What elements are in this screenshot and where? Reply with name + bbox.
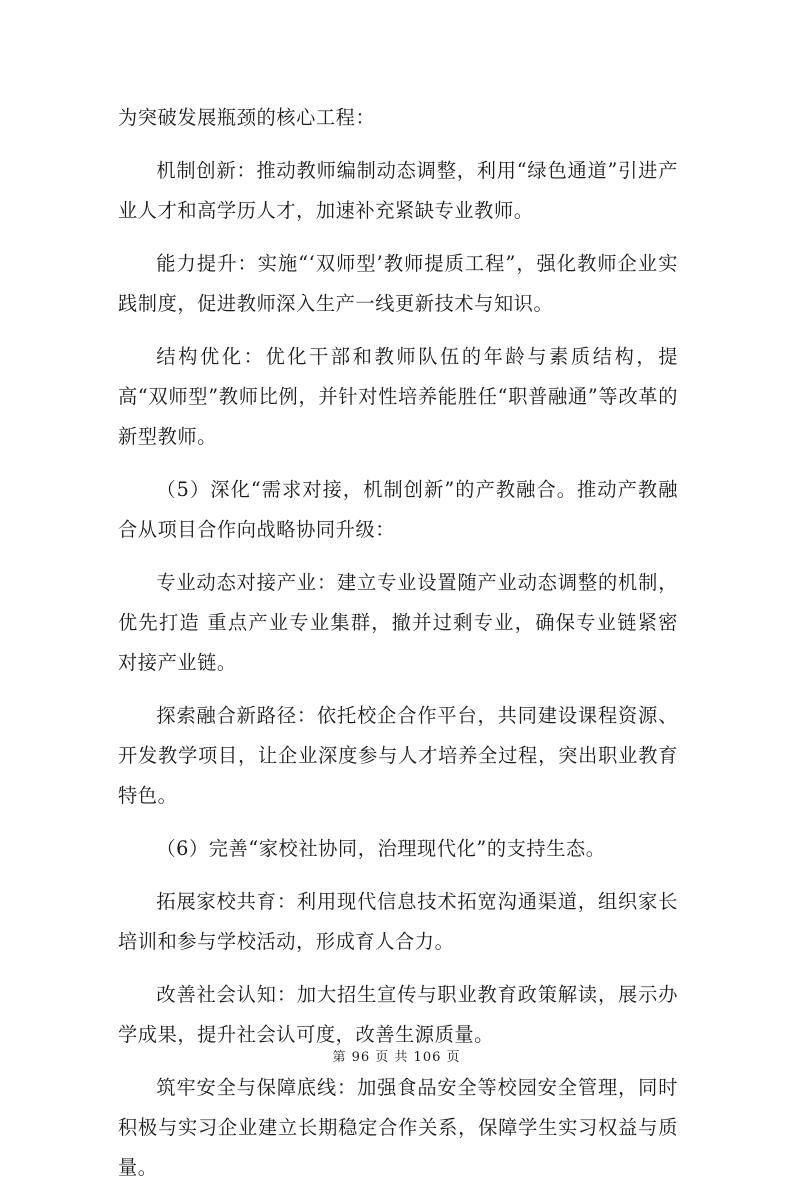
- paragraph-industry-docking: 专业动态对接产业：建立专业设置随产业动态调整的机制，优先打造 重点产业专业集群，撤并过剩专业，确保专业链紧密对接产业链。: [118, 571, 678, 674]
- page-number: 第 96 页 共 106 页: [332, 1050, 461, 1065]
- paragraph-safety-guarantee: 筑牢安全与保障底线：加强食品安全等校园安全管理，同时积极与实习企业建立长期稳定合作关系，保障学生实习权益与质量。: [118, 1076, 678, 1179]
- paragraph-social-cognition: 改善社会认知：加大招生宣传与职业教育政策解读，展示办学成果，提升社会认可度，改善生源质量。: [118, 983, 678, 1046]
- paragraph-intro: 为突破发展瓶颈的核心工程：: [118, 106, 376, 129]
- paragraph-integration-path: 探索融合新路径：依托校企合作平台，共同建设课程资源、开发教学项目，让企业深度参与人才培养全过程，突出职业教育特色。: [118, 704, 678, 807]
- paragraph-section-6: （6）完善“家校社协同，治理现代化”的支持生态。: [156, 837, 606, 860]
- paragraph-home-school: 拓展家校共育：利用现代信息技术拓宽沟通渠道，组织家长培训和参与学校活动，形成育人合力。: [118, 890, 678, 953]
- paragraph-section-5: （5）深化“需求对接，机制创新”的产教融合。推动产教融合从项目合作向战略协同升级：: [118, 478, 678, 541]
- paragraph-structure-optimization: 结构优化：优化干部和教师队伍的年龄与素质结构，提高“双师型”教师比例，并针对性培养能胜任“职普融通”等改革的新型教师。: [118, 345, 678, 448]
- paragraph-mechanism-innovation: 机制创新：推动教师编制动态调整，利用“绿色通道”引进产业人才和高学历人才，加速补充紧缺专业教师。: [118, 159, 678, 222]
- document-body: [118, 98, 678, 1201]
- paragraph-capability-improvement: 能力提升：实施“‘双师型’教师提质工程”，强化教师企业实践制度，促进教师深入生产一线更新技术与知识。: [118, 252, 678, 315]
